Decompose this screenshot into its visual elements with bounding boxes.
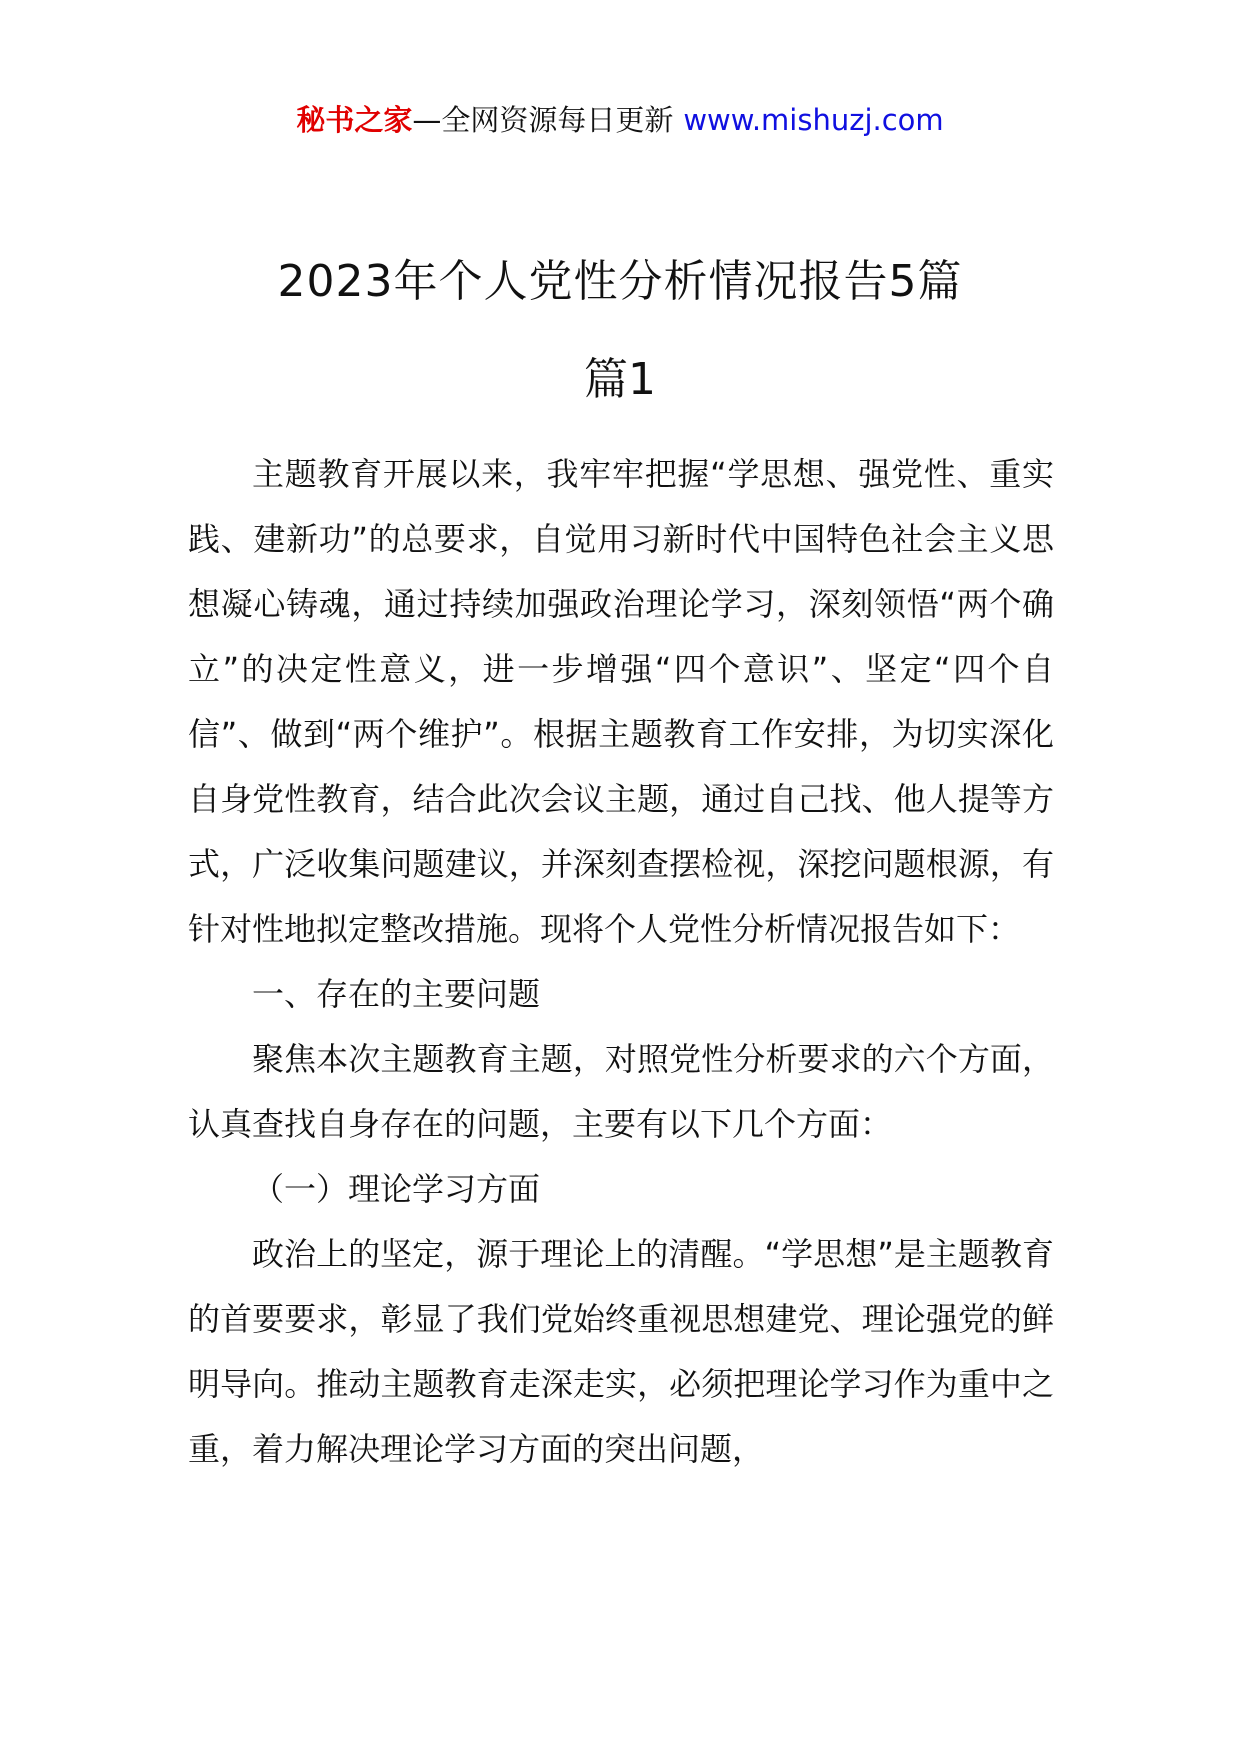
paragraph-theory-study: 政治上的坚定，源于理论上的清醒。“学思想”是主题教育的首要要求，彰显了我们党始终重视思想建党、理论强党的鲜明导向。推动主题教育走深走实，必须把理论学习作为重中之重，着力解决理论学习方面的突出问题， [188, 1235, 1054, 1468]
paragraph-intro: 主题教育开展以来，我牢牢把握“学思想、强党性、重实践、建新功”的总要求，自觉用习新时代中国特色社会主义思想凝心铸魂，通过持续加强政治理论学习，深刻领悟“两个确立”的决定性意义，进一步增强“四个意识”、坚定“四个自信”、做到“两个维护”。根据主题教育工作安排，为切实深化自身党性教育，结合此次会议主题，通过自己找、他人提等方式，广泛收集问题建议，并深刻查摆检视，深挖问题根源，有针对性地拟定整改措施。现将个人党性分析情况报告如下： [188, 455, 1054, 948]
header-tagline: —全网资源每日更新 [412, 103, 674, 137]
section-title: 篇1 [584, 354, 656, 405]
header-banner [0, 100, 1240, 140]
brand-name: 秘书之家 [296, 103, 413, 137]
document-title: 2023年个人党性分析情况报告5篇 [277, 256, 963, 307]
document-body [188, 442, 1054, 1482]
paragraph-overview: 聚焦本次主题教育主题，对照党性分析要求的六个方面，认真查找自身存在的问题，主要有以下几个方面： [188, 1040, 1054, 1143]
heading-main-problems: 一、存在的主要问题 [252, 975, 541, 1013]
site-url-link[interactable]: www.mishuzj.com [683, 103, 944, 137]
heading-theory-study: （一）理论学习方面 [252, 1170, 541, 1208]
